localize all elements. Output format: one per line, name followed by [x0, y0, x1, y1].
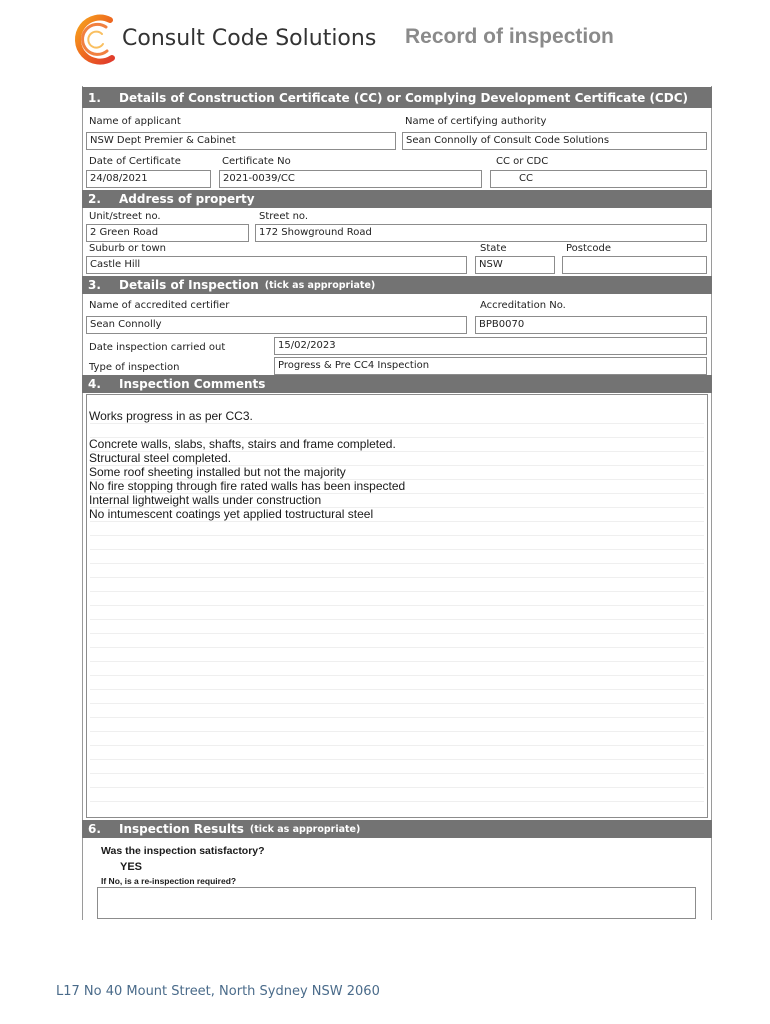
- satisfactory-question: Was the inspection satisfactory?: [101, 845, 265, 857]
- section-6-hint: (tick as appropriate): [249, 823, 361, 835]
- comment-line: Works progress in as per CC3.: [89, 409, 253, 423]
- state-field[interactable]: NSW: [475, 256, 555, 274]
- comment-rule-line: [90, 759, 704, 760]
- comment-rule-line: [90, 787, 704, 788]
- comment-rule-line: [90, 633, 704, 634]
- consult-code-solutions-logo: [66, 10, 120, 68]
- reinspection-question: If No, is a re-inspection required?: [101, 876, 237, 886]
- cert-date-label: Date of Certificate: [89, 156, 181, 167]
- cc-cdc-field[interactable]: CC: [490, 170, 707, 188]
- certifier-field[interactable]: Sean Connolly: [86, 316, 467, 334]
- postcode-label: Postcode: [566, 243, 612, 254]
- comment-line: Structural steel completed.: [89, 451, 232, 465]
- reinspection-field[interactable]: [97, 887, 696, 919]
- certifier-label: Name of accredited certifier: [89, 300, 230, 311]
- section-6-title: Inspection Results: [119, 822, 244, 836]
- company-name: Consult Code Solutions: [122, 26, 377, 51]
- section-1-number: 1.: [88, 90, 101, 105]
- comment-rule-line: [90, 661, 704, 662]
- comment-rule-line: [90, 689, 704, 690]
- comment-rule-line: [90, 801, 704, 802]
- comment-line: No intumescent coatings yet applied tostructural steel: [89, 507, 374, 521]
- comment-rule-line: [90, 717, 704, 718]
- cert-date-field[interactable]: 24/08/2021: [86, 170, 211, 188]
- comment-rule-line: [90, 675, 704, 676]
- section-1-header: [82, 87, 712, 108]
- cert-no-label: Certificate No: [222, 156, 291, 167]
- suburb-label: Suburb or town: [89, 243, 166, 254]
- comment-rule-line: [90, 535, 704, 536]
- authority-field[interactable]: Sean Connolly of Consult Code Solutions: [402, 132, 707, 150]
- section-3-title: Details of Inspection: [119, 278, 259, 292]
- comment-rule-line: [90, 731, 704, 732]
- section-3-header: [82, 276, 712, 294]
- section-4-header: [82, 375, 712, 393]
- satisfactory-answer[interactable]: YES: [120, 861, 143, 873]
- comment-line: Internal lightweight walls under construction: [89, 493, 322, 507]
- comment-rule-line: [90, 423, 704, 424]
- section-2-number: 2.: [88, 192, 101, 206]
- comment-rule-line: [90, 577, 704, 578]
- section-3-hint: (tick as appropriate): [264, 279, 376, 291]
- inspection-date-field[interactable]: 15/02/2023: [274, 337, 707, 355]
- comment-rule-line: [90, 647, 704, 648]
- unit-field[interactable]: 2 Green Road: [86, 224, 249, 242]
- comment-line: Concrete walls, slabs, shafts, stairs and frame completed.: [89, 437, 396, 451]
- applicant-field[interactable]: NSW Dept Premier & Cabinet: [86, 132, 396, 150]
- postcode-field[interactable]: [562, 256, 707, 274]
- comment-rule-line: [90, 605, 704, 606]
- comment-rule-line: [90, 703, 704, 704]
- cc-cdc-label: CC or CDC: [496, 156, 549, 167]
- accreditation-field[interactable]: BPB0070: [475, 316, 707, 334]
- comment-line: No fire stopping through fire rated walls has been inspected: [89, 479, 406, 493]
- applicant-label: Name of applicant: [89, 116, 181, 127]
- comment-rule-line: [90, 563, 704, 564]
- accreditation-label: Accreditation No.: [480, 300, 566, 311]
- comment-rule-line: [90, 591, 704, 592]
- comment-rule-line: [90, 619, 704, 620]
- cert-no-field[interactable]: 2021-0039/CC: [219, 170, 482, 188]
- comment-line: Some roof sheeting installed but not the majority: [89, 465, 346, 479]
- comment-rule-line: [90, 773, 704, 774]
- authority-label: Name of certifying authority: [405, 116, 547, 127]
- section-4-title: Inspection Comments: [119, 377, 266, 391]
- comment-rule-line: [90, 745, 704, 746]
- comment-rule-line: [90, 549, 704, 550]
- street-field[interactable]: 172 Showground Road: [255, 224, 707, 242]
- footer-address: L17 No 40 Mount Street, North Sydney NSW 2060: [56, 984, 380, 999]
- section-4-number: 4.: [88, 377, 101, 391]
- unit-label: Unit/street no.: [89, 211, 161, 222]
- section-1-title: Details of Construction Certificate (CC) or Complying Development Certificate (CDC): [119, 90, 688, 105]
- comment-rule-line: [90, 521, 704, 522]
- section-6-number: 6.: [88, 822, 101, 836]
- street-label: Street no.: [259, 211, 309, 222]
- section-6-header: [82, 820, 712, 838]
- inspection-type-field[interactable]: Progress & Pre CC4 Inspection: [274, 357, 707, 375]
- document-title: Record of inspection: [405, 25, 614, 48]
- section-2-title: Address of property: [119, 192, 255, 206]
- section-3-number: 3.: [88, 278, 101, 292]
- suburb-field[interactable]: Castle Hill: [86, 256, 467, 274]
- section-2-header: [82, 190, 712, 208]
- state-label: State: [480, 243, 507, 254]
- inspection-date-label: Date inspection carried out: [89, 342, 226, 353]
- inspection-type-label: Type of inspection: [89, 362, 180, 373]
